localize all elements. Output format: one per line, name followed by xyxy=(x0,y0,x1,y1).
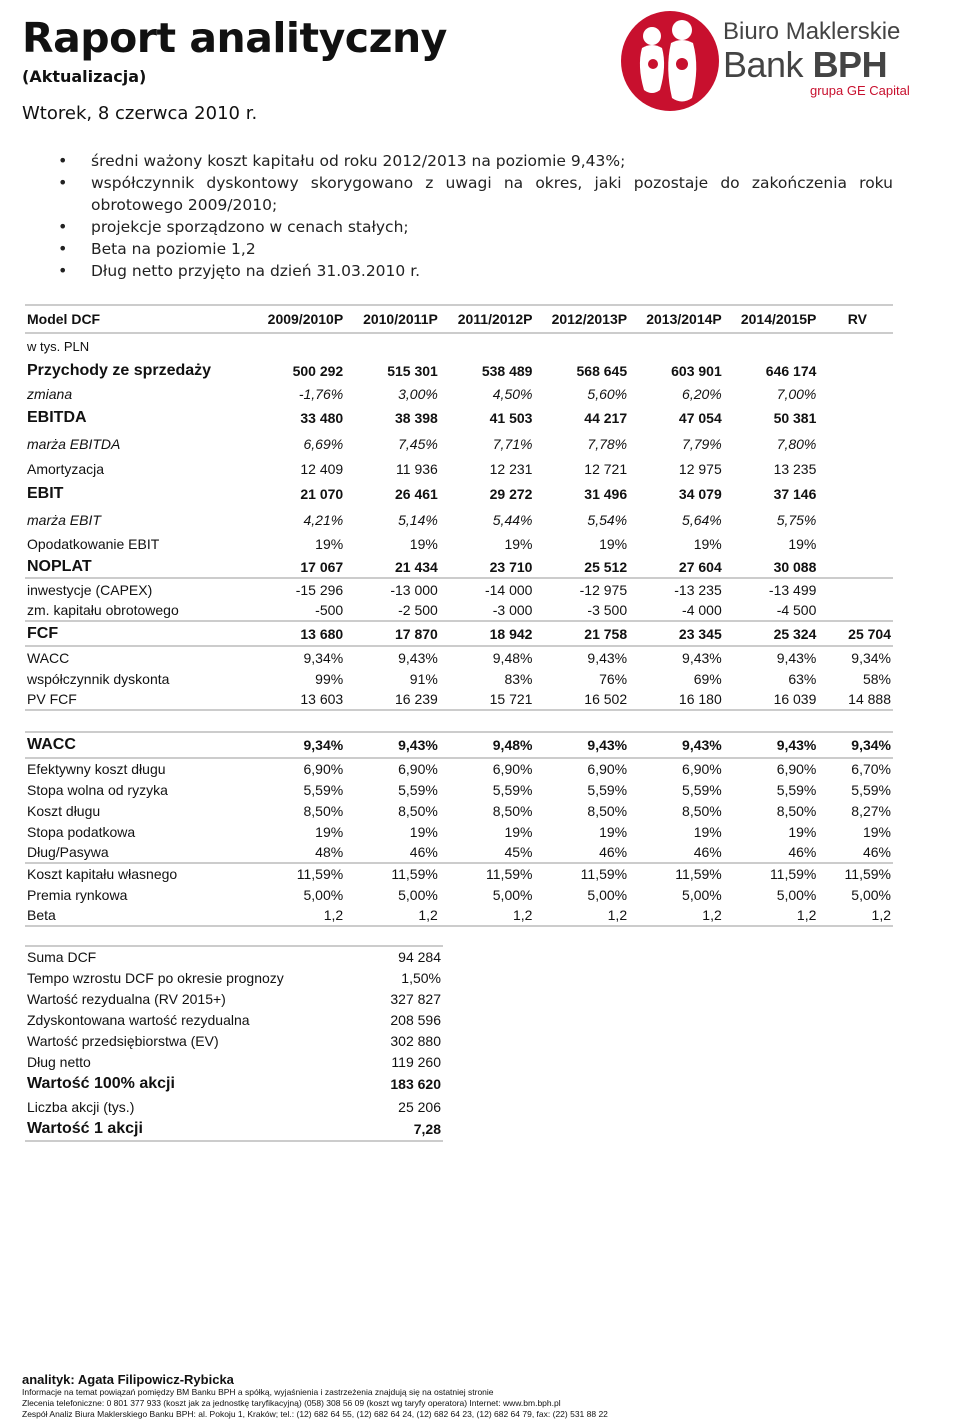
report-date: Wtorek, 8 czerwca 2010 r. xyxy=(22,103,258,124)
table-cell: 12 721 xyxy=(584,461,628,477)
footer xyxy=(22,1372,608,1420)
table-cell: 9,43% xyxy=(534,732,629,758)
table-cell: 16 039 xyxy=(724,689,819,710)
table-cell: 3,00% xyxy=(398,386,438,402)
column-header: 2009/2010P xyxy=(251,305,346,333)
table-cell: 9,34% xyxy=(818,646,893,668)
table-cell: 11,59% xyxy=(844,866,891,882)
table-row xyxy=(25,578,893,600)
table-cell: 19% xyxy=(788,823,817,840)
list-item: • średni ważony koszt kapitału od roku 2012/2013 na poziomie 9,43%; xyxy=(58,150,893,172)
table-cell: 14 888 xyxy=(818,689,893,710)
table-cell: 21 070 xyxy=(300,486,344,502)
table-cell: 9,43% xyxy=(534,646,629,668)
table-row xyxy=(25,863,893,884)
table-cell: 5,59% xyxy=(682,781,722,798)
row-label: Dług netto xyxy=(27,1053,91,1070)
table-cell: 13 235 xyxy=(773,461,817,477)
table-row xyxy=(25,967,443,988)
table-cell: 63% xyxy=(788,670,817,687)
table-row xyxy=(25,1117,443,1141)
table-cell: 5,59% xyxy=(851,781,891,798)
assumptions-list xyxy=(58,150,893,282)
table-cell: -4 000 xyxy=(629,600,724,621)
row-label: FCF xyxy=(27,624,59,642)
row-label: EBIT xyxy=(27,485,64,502)
row-label: Koszt długu xyxy=(27,802,101,819)
table-cell: 11,59% xyxy=(580,866,628,882)
table-cell: 23 345 xyxy=(678,625,722,642)
row-label: Stopa wolna od ryzyka xyxy=(27,781,168,798)
table-cell: 5,54% xyxy=(587,511,628,528)
table-cell: 119 260 xyxy=(391,1053,441,1070)
summary-body xyxy=(25,946,443,1141)
row-label: Wartość 100% akcji xyxy=(27,1075,175,1092)
table-cell xyxy=(818,383,893,405)
row-label: inwestycje (CAPEX) xyxy=(27,581,153,598)
column-header: 2010/2011P xyxy=(345,305,440,333)
list-item: • Beta na poziomie 1,2 xyxy=(58,238,893,260)
table-row xyxy=(25,842,893,863)
table-cell: 5,59% xyxy=(776,781,817,798)
table-cell: 11,59% xyxy=(486,866,533,882)
table-cell: 7,00% xyxy=(776,386,817,402)
row-label: Tempo wzrostu DCF po okresie prognozy xyxy=(27,969,284,986)
table-cell: 9,43% xyxy=(724,732,819,758)
table-cell: 41 503 xyxy=(489,410,533,426)
row-label: Zdyskontowana wartość rezydualna xyxy=(27,1011,250,1028)
table-cell: -13 499 xyxy=(768,581,817,598)
table-cell: 327 827 xyxy=(390,990,441,1007)
table-cell: 1,2 xyxy=(629,905,724,926)
column-header: 2011/2012P xyxy=(440,305,535,333)
table-row xyxy=(25,988,443,1009)
table-cell: -500 xyxy=(251,600,346,621)
bank-logo-mark-icon xyxy=(620,6,720,112)
row-label: Koszt kapitału własnego xyxy=(27,866,178,882)
table-cell xyxy=(818,532,893,556)
table-cell: 646 174 xyxy=(765,363,817,379)
table-cell xyxy=(818,600,893,621)
table-cell: 19% xyxy=(693,823,722,840)
row-label: Opodatkowanie EBIT xyxy=(27,536,160,552)
row-label: Stopa podatkowa xyxy=(27,823,136,840)
logo-line1: Biuro Maklerskie xyxy=(723,18,901,45)
row-label: WACC xyxy=(25,732,251,758)
row-label: Suma DCF xyxy=(25,946,355,967)
logo-line2 xyxy=(723,44,887,86)
table-cell: 19% xyxy=(788,536,817,552)
table-cell: 1,2 xyxy=(818,905,893,926)
table-cell: 11 936 xyxy=(396,461,438,477)
logo-line3: grupa GE Capital xyxy=(810,83,910,98)
table-cell: 48% xyxy=(251,842,346,863)
table-cell: -1,76% xyxy=(298,386,344,402)
unit-label: w tys. PLN xyxy=(27,339,90,354)
table-row xyxy=(25,383,893,405)
table-cell: 6,69% xyxy=(303,436,344,452)
bank-logo xyxy=(620,6,912,112)
table-row xyxy=(25,457,893,481)
table-cell: 19% xyxy=(504,823,533,840)
table-cell: 5,00% xyxy=(398,886,438,903)
table-row xyxy=(25,556,893,578)
table-cell: 13 603 xyxy=(251,689,346,710)
list-item: • współczynnik dyskontowy skorygowano z uwagi na okres, jaki pozostaje do zakończenia roku obrotowego 2009/2010; xyxy=(58,172,893,216)
table-cell: 69% xyxy=(693,670,722,687)
row-label: WACC xyxy=(25,646,251,668)
list-item: • Dług netto przyjęto na dzień 31.03.2010 r. xyxy=(58,260,893,282)
table-cell: 11,59% xyxy=(675,866,722,882)
table-row xyxy=(25,779,893,800)
row-label: Przychody ze sprzedaży xyxy=(27,362,212,379)
table-cell: -13 235 xyxy=(674,581,722,598)
table-cell: 27 604 xyxy=(629,556,724,578)
table-cell: 15 721 xyxy=(440,689,535,710)
page-subtitle: (Aktualizacja) xyxy=(22,67,147,86)
table-cell: 23 710 xyxy=(440,556,535,578)
table-row xyxy=(25,1051,443,1072)
table-cell: 8,27% xyxy=(851,802,891,819)
table-cell: 4,21% xyxy=(303,511,344,528)
table-row xyxy=(25,800,893,821)
table-cell: 9,48% xyxy=(440,646,535,668)
table-cell: 5,59% xyxy=(492,781,533,798)
table-row xyxy=(25,359,893,383)
analyst-name: analityk: Agata Filipowicz-Rybicka xyxy=(22,1372,234,1387)
logo-line2-bph: BPH xyxy=(812,44,888,85)
table-cell: 8,50% xyxy=(398,802,438,819)
table-cell: 6,90% xyxy=(587,761,628,777)
table-row xyxy=(25,600,893,621)
table-row xyxy=(25,405,893,431)
table-cell: 8,50% xyxy=(776,802,817,819)
table-cell: 9,34% xyxy=(251,646,346,668)
table-cell: 515 301 xyxy=(387,363,438,379)
table-row xyxy=(25,1009,443,1030)
table-cell: -3 500 xyxy=(534,600,629,621)
table-cell: 1,2 xyxy=(251,905,346,926)
table-cell: 6,90% xyxy=(303,761,344,777)
table-cell: 25 206 xyxy=(398,1098,441,1115)
table-cell: 500 292 xyxy=(292,363,344,379)
row-label: Efektywny koszt długu xyxy=(27,761,166,777)
table-cell: 45% xyxy=(440,842,535,863)
row-label: zmiana xyxy=(27,386,73,402)
row-label: Wartość 1 akcji xyxy=(25,1117,355,1141)
table-cell: 16 180 xyxy=(629,689,724,710)
table-row xyxy=(25,821,893,842)
table-cell: 4,50% xyxy=(492,386,533,402)
table-cell: 17 067 xyxy=(251,556,346,578)
dcf-table xyxy=(25,304,893,711)
table-cell: 31 496 xyxy=(584,486,628,502)
table-cell: 1,2 xyxy=(345,905,440,926)
table-row xyxy=(25,758,893,779)
table-row xyxy=(25,732,893,758)
table-cell: 5,60% xyxy=(587,386,628,402)
row-label: Beta xyxy=(25,905,251,926)
table-cell: 17 870 xyxy=(395,625,438,642)
table-cell: 538 489 xyxy=(481,363,533,379)
table-cell: 38 398 xyxy=(395,410,438,426)
table-cell: 6,90% xyxy=(398,761,438,777)
table-cell xyxy=(818,359,893,383)
table-cell: 19% xyxy=(862,823,891,840)
table-cell: 16 502 xyxy=(534,689,629,710)
table-cell: 7,28 xyxy=(355,1117,443,1141)
table-row xyxy=(25,646,893,668)
row-label: zm. kapitału obrotowego xyxy=(25,600,251,621)
table-row xyxy=(25,668,893,689)
table-cell: 5,59% xyxy=(303,781,344,798)
table-cell: 12 409 xyxy=(300,461,344,477)
column-header: 2013/2014P xyxy=(629,305,724,333)
table-row xyxy=(25,905,893,926)
table-cell: 58% xyxy=(862,670,891,687)
table-cell: 47 054 xyxy=(678,410,722,426)
table-cell: 9,43% xyxy=(345,732,440,758)
dcf-body xyxy=(25,359,893,710)
logo-line2-bank: Bank xyxy=(723,44,813,85)
table-cell: 603 901 xyxy=(671,363,722,379)
table-cell: 11,59% xyxy=(296,866,344,882)
wacc-body xyxy=(25,732,893,926)
table-cell: 6,90% xyxy=(776,761,817,777)
table-row xyxy=(25,1030,443,1051)
footer-disclosure: Informacje na temat powiązań pomiędzy BM Banku BPH a spółką, wyjaśnienia i zastrzeżenia znajdują się na ostatniej stronie xyxy=(22,1387,494,1397)
row-label: Premia rynkowa xyxy=(27,886,128,903)
table-cell: 25 324 xyxy=(773,625,817,642)
table-cell: 5,75% xyxy=(776,511,817,528)
table-cell: 302 880 xyxy=(390,1032,441,1049)
unit-row xyxy=(25,333,893,359)
row-label: Dług/Pasywa xyxy=(25,842,251,863)
row-label: marża EBITDA xyxy=(27,436,121,452)
table-cell: 19% xyxy=(599,823,628,840)
table-cell: 1,2 xyxy=(534,905,629,926)
table-cell: 18 942 xyxy=(489,625,533,642)
table-row xyxy=(25,621,893,646)
table-cell: -12 975 xyxy=(579,581,628,598)
wacc-table xyxy=(25,731,893,927)
table-cell: 11,59% xyxy=(391,866,438,882)
table-cell xyxy=(818,431,893,457)
table-cell: 6,20% xyxy=(682,386,722,402)
table-cell: 25 704 xyxy=(848,625,891,642)
table-cell: 5,64% xyxy=(682,511,722,528)
table-cell: 7,45% xyxy=(398,436,438,452)
table-cell: 19% xyxy=(315,823,344,840)
table-cell: 9,34% xyxy=(818,732,893,758)
column-header: 2014/2015P xyxy=(724,305,819,333)
table-cell: 5,00% xyxy=(587,886,628,903)
table-cell: 8,50% xyxy=(303,802,344,819)
table-cell: 5,00% xyxy=(776,886,817,903)
table-cell: 5,00% xyxy=(682,886,722,903)
table-cell: 6,90% xyxy=(682,761,722,777)
table-cell: -15 296 xyxy=(295,581,344,598)
table-row xyxy=(25,1096,443,1117)
table-cell: 91% xyxy=(409,670,438,687)
table-cell: 5,14% xyxy=(398,511,438,528)
table-cell: 94 284 xyxy=(355,946,443,967)
table-row xyxy=(25,507,893,532)
table-cell: 1,2 xyxy=(724,905,819,926)
table-row xyxy=(25,532,893,556)
row-label: NOPLAT xyxy=(25,556,251,578)
table-cell: 21 434 xyxy=(345,556,440,578)
table-cell: 37 146 xyxy=(773,486,817,502)
table-row xyxy=(25,884,893,905)
table-cell: 1,2 xyxy=(440,905,535,926)
table-cell: -13 000 xyxy=(390,581,438,598)
table-cell: -3 000 xyxy=(440,600,535,621)
table-row xyxy=(25,1072,443,1096)
row-label: EBITDA xyxy=(27,409,87,426)
table-cell: 7,79% xyxy=(682,436,722,452)
footer-contact: Zespół Analiz Biura Maklerskiego Banku BPH: al. Pokoju 1, Kraków; tel.: (12) 682 64 55, (12) 682 64 24, (12) 682 64 23, (12) 682 64 79, fax: (22) 531 88 22 xyxy=(22,1409,608,1419)
table-cell: 5,59% xyxy=(587,781,628,798)
table-cell: 7,71% xyxy=(492,436,533,452)
table-cell: 16 239 xyxy=(345,689,440,710)
table-cell: 46% xyxy=(818,842,893,863)
table-header-row xyxy=(25,305,893,333)
table-cell: 8,50% xyxy=(587,802,628,819)
table-cell xyxy=(818,556,893,578)
table-cell: 99% xyxy=(315,670,344,687)
table-cell: 8,50% xyxy=(682,802,722,819)
table-cell: 33 480 xyxy=(300,410,344,426)
table-cell: -14 000 xyxy=(484,581,533,598)
table-cell: 46% xyxy=(345,842,440,863)
table-cell: 19% xyxy=(693,536,722,552)
table-cell: 46% xyxy=(629,842,724,863)
table-cell xyxy=(818,507,893,532)
row-label: marża EBIT xyxy=(27,511,101,528)
table-cell: 9,43% xyxy=(345,646,440,668)
table-cell: 5,44% xyxy=(492,511,533,528)
table-cell: 6,90% xyxy=(492,761,533,777)
table-cell: 29 272 xyxy=(489,486,533,502)
table-cell: 30 088 xyxy=(724,556,819,578)
table-cell: 9,43% xyxy=(724,646,819,668)
table-cell: 9,34% xyxy=(251,732,346,758)
table-cell: 6,70% xyxy=(851,761,891,777)
table-cell: 1,50% xyxy=(401,969,441,986)
table-cell: 26 461 xyxy=(395,486,438,502)
table-cell: 568 645 xyxy=(576,363,628,379)
table-cell: 19% xyxy=(599,536,628,552)
row-label: Amortyzacja xyxy=(27,461,105,477)
table-cell: -2 500 xyxy=(345,600,440,621)
table-cell: 5,59% xyxy=(398,781,438,798)
table-cell xyxy=(818,578,893,600)
table-cell: 8,50% xyxy=(492,802,533,819)
table-cell: 19% xyxy=(315,536,344,552)
row-label: Wartość przedsiębiorstwa (EV) xyxy=(27,1032,219,1049)
column-header: 2012/2013P xyxy=(534,305,629,333)
table-cell: 12 975 xyxy=(678,461,722,477)
table-cell: 50 381 xyxy=(773,410,817,426)
table-row xyxy=(25,946,443,967)
list-item: • projekcje sporządzono w cenach stałych; xyxy=(58,216,893,238)
table-cell: 9,43% xyxy=(629,646,724,668)
table-cell: 44 217 xyxy=(584,410,628,426)
table-cell xyxy=(818,405,893,431)
table-cell: 208 596 xyxy=(390,1011,441,1028)
table-cell: 13 680 xyxy=(300,625,344,642)
table-cell: 25 512 xyxy=(534,556,629,578)
table-cell: 5,00% xyxy=(851,886,891,903)
table-cell: 7,78% xyxy=(587,436,628,452)
table-cell: 19% xyxy=(409,536,438,552)
dcf-title: Model DCF xyxy=(25,305,251,333)
table-cell xyxy=(818,457,893,481)
page-title: Raport analityczny xyxy=(22,14,447,62)
table-cell: 76% xyxy=(599,670,628,687)
table-cell xyxy=(818,481,893,507)
row-label: współczynnik dyskonta xyxy=(27,670,170,687)
table-row xyxy=(25,481,893,507)
row-label: Wartość rezydualna (RV 2015+) xyxy=(27,990,226,1007)
table-cell: 83% xyxy=(504,670,533,687)
table-cell: 183 620 xyxy=(390,1076,441,1092)
table-cell: 5,00% xyxy=(492,886,533,903)
table-cell: 7,80% xyxy=(776,436,817,452)
table-cell: 5,00% xyxy=(303,886,344,903)
table-cell: 11,59% xyxy=(769,866,817,882)
table-cell: 9,48% xyxy=(440,732,535,758)
table-row xyxy=(25,431,893,457)
table-cell: 12 231 xyxy=(489,461,533,477)
footer-orders: Zlecenia telefoniczne: 0 801 377 933 (koszt jak za jednostkę taryfikacyjną) (058) 308 56 09 (koszt wg taryfy operatora) Internet: www.bm.bph.pl xyxy=(22,1398,561,1408)
row-label: Liczba akcji (tys.) xyxy=(27,1098,135,1115)
table-cell: 19% xyxy=(504,536,533,552)
table-cell: 46% xyxy=(724,842,819,863)
summary-table xyxy=(25,945,443,1142)
table-row xyxy=(25,689,893,710)
table-cell: 34 079 xyxy=(678,486,722,502)
table-cell: 21 758 xyxy=(584,625,628,642)
table-cell: 46% xyxy=(534,842,629,863)
column-header: RV xyxy=(818,305,893,333)
table-cell: -4 500 xyxy=(724,600,819,621)
table-cell: 9,43% xyxy=(629,732,724,758)
table-cell: 19% xyxy=(409,823,438,840)
row-label: PV FCF xyxy=(25,689,251,710)
